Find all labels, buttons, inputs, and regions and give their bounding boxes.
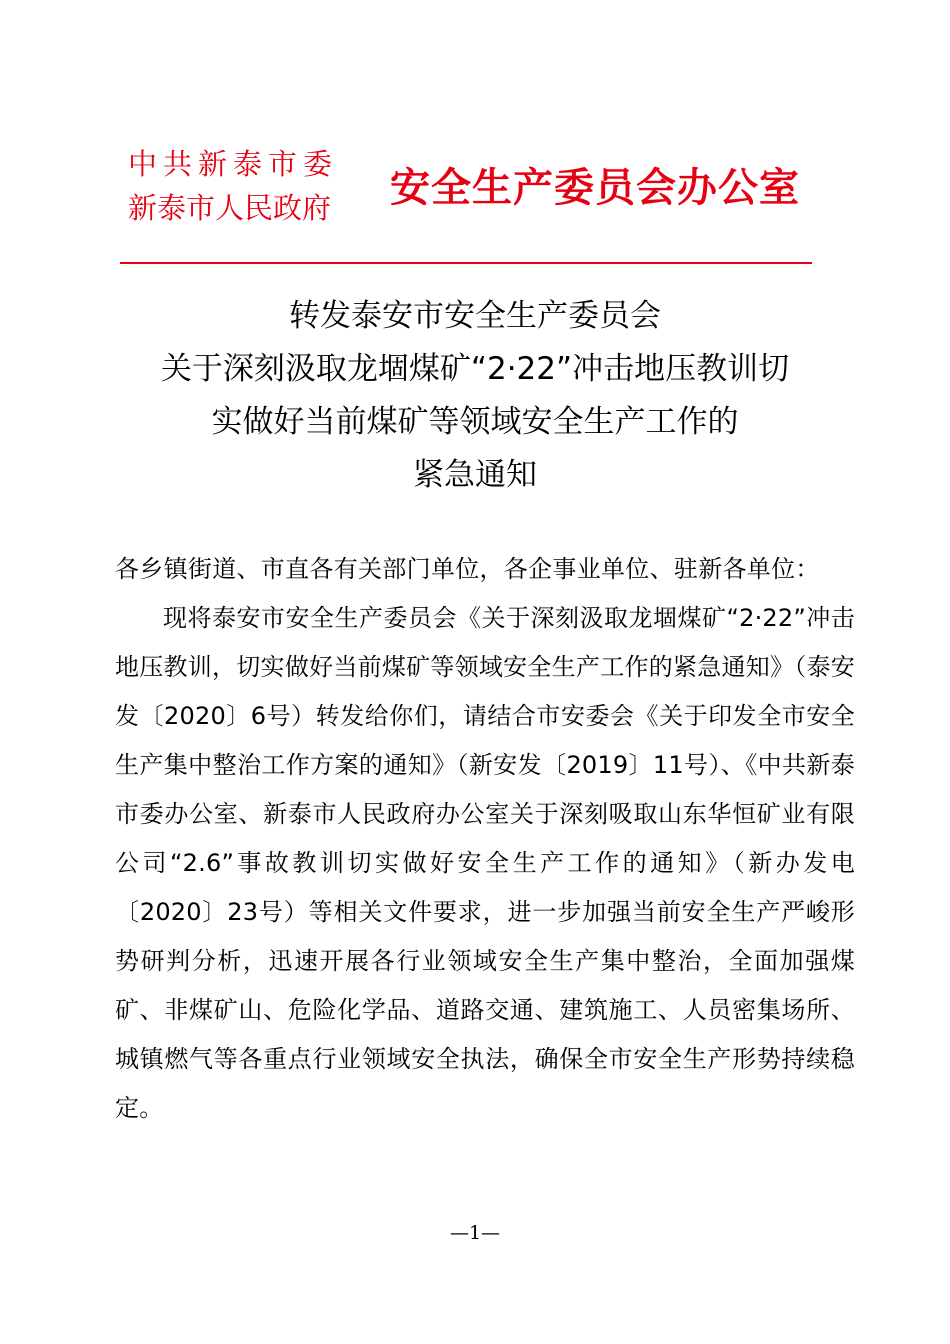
issuing-authorities bbox=[128, 142, 378, 230]
government-name: 新泰市人民政府 bbox=[128, 191, 332, 225]
page-number: —1— bbox=[449, 1222, 501, 1244]
document-body bbox=[115, 545, 855, 1133]
title-line: 关于深刻汲取龙堌煤矿“2·22”冲击地压教训切 bbox=[160, 351, 790, 387]
title-line: 实做好当前煤矿等领域安全生产工作的 bbox=[211, 404, 739, 440]
party-committee-name: 中共新泰市委 bbox=[128, 147, 339, 181]
red-header-divider bbox=[120, 262, 812, 264]
title-line: 转发泰安市安全生产委员会 bbox=[289, 298, 661, 334]
title-line: 紧急通知 bbox=[413, 457, 537, 493]
document-title bbox=[95, 290, 855, 502]
issuing-office-name: 安全生产委员会办公室 bbox=[390, 165, 800, 211]
salutation: 各乡镇街道、市直各有关部门单位，各企事业单位、驻新各单位： bbox=[115, 555, 820, 583]
body-paragraph: 现将泰安市安全生产委员会《关于深刻汲取龙堌煤矿“2·22”冲击地压教训，切实做好当前煤矿等领域安全生产工作的紧急通知》（泰安发〔2020〕6号）转发给你们，请结合市安委会《关于印发全市安全生产集中整治工作方案的通知》（新安发〔2019〕11号）、《中共新泰市委办公室、新泰市人民政府办公室关于深刻吸取山东华恒矿业有限公司“2.6”事故教训切实做好安全生产工作的通知》（新办发电〔2020〕23号）等相关文件要求，进一步加强当前安全生产严峻形势研判分析，迅速开展各行业领域安全生产集中整治，全面加强煤矿、非煤矿山、危险化学品、道路交通、建筑施工、人员密集场所、城镇燃气等各重点行业领域安全执法，确保全市安全生产形势持续稳定。 bbox=[115, 604, 855, 1122]
